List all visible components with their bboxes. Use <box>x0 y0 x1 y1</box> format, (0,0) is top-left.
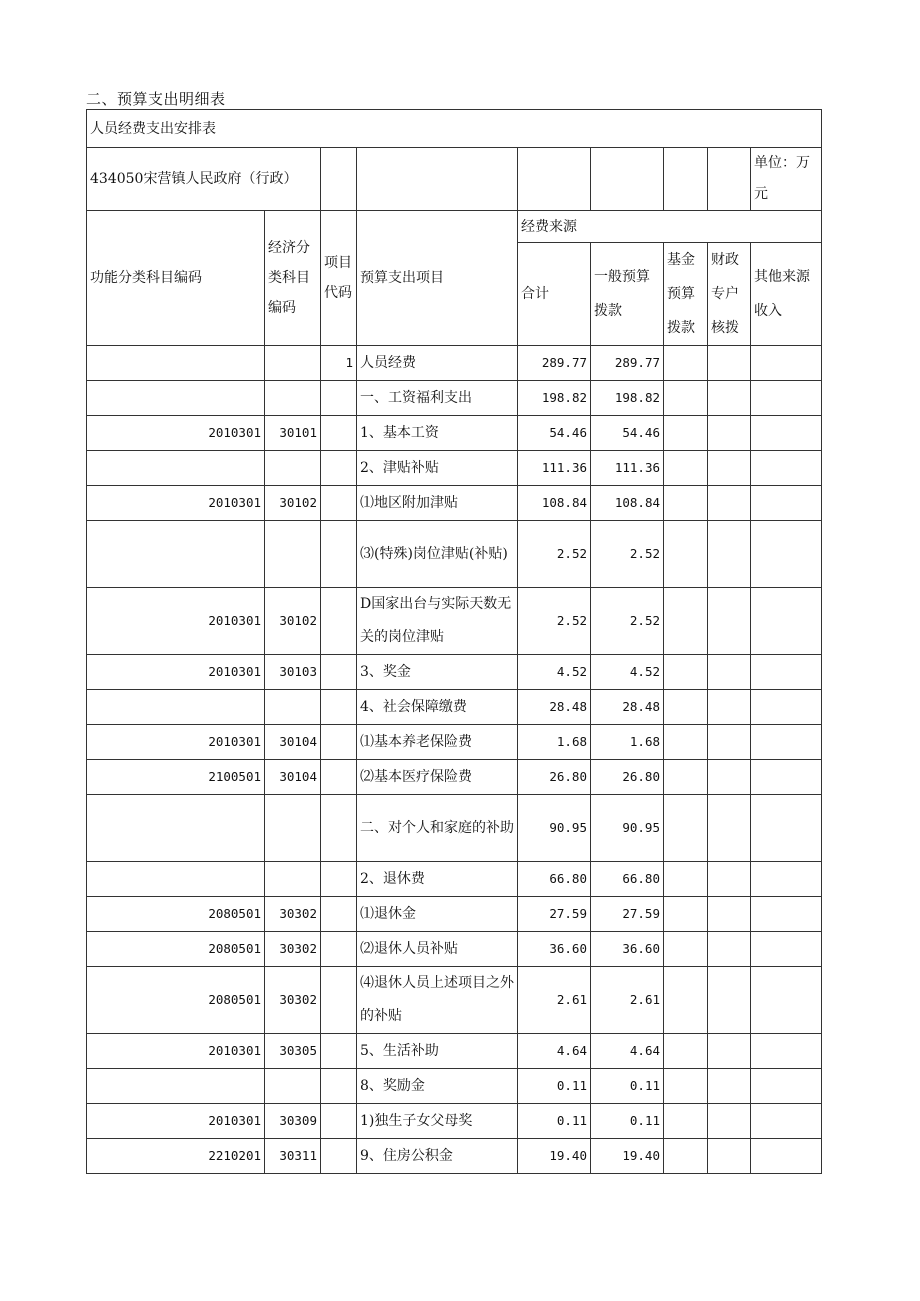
other-cell <box>751 932 822 967</box>
econ-code-cell: 30104 <box>265 760 321 795</box>
total-cell: 28.48 <box>518 690 591 725</box>
general-cell: 0.11 <box>591 1104 664 1139</box>
finance-cell <box>708 1034 751 1069</box>
item-code-cell <box>321 1069 357 1104</box>
finance-cell <box>708 1139 751 1174</box>
general-cell: 66.80 <box>591 862 664 897</box>
econ-code-cell: 30302 <box>265 897 321 932</box>
fund-cell <box>664 1104 708 1139</box>
empty-cell <box>357 148 518 211</box>
item-code-cell <box>321 381 357 416</box>
func-code-cell <box>87 451 265 486</box>
item-name-cell: ⑴退休金 <box>357 897 518 932</box>
item-name-cell: 一、工资福利支出 <box>357 381 518 416</box>
total-cell: 108.84 <box>518 486 591 521</box>
item-name-cell: 人员经费 <box>357 346 518 381</box>
total-cell: 1.68 <box>518 725 591 760</box>
econ-code-cell <box>265 346 321 381</box>
finance-cell <box>708 932 751 967</box>
table-title: 人员经费支出安排表 <box>87 110 822 148</box>
func-code-cell <box>87 795 265 862</box>
econ-code-cell <box>265 521 321 588</box>
item-code-cell <box>321 416 357 451</box>
general-cell: 26.80 <box>591 760 664 795</box>
item-code-cell <box>321 588 357 655</box>
header-source-group: 经费来源 <box>518 211 822 243</box>
econ-code-cell: 30102 <box>265 486 321 521</box>
general-cell: 2.52 <box>591 521 664 588</box>
item-name-cell: ⑴地区附加津贴 <box>357 486 518 521</box>
item-code-cell <box>321 655 357 690</box>
item-code-cell <box>321 760 357 795</box>
item-name-cell: 9、住房公积金 <box>357 1139 518 1174</box>
fund-cell <box>664 967 708 1034</box>
other-cell <box>751 1069 822 1104</box>
item-name-cell: ⑶(特殊)岗位津贴(补贴) <box>357 521 518 588</box>
finance-cell <box>708 381 751 416</box>
empty-cell <box>591 148 664 211</box>
table-row <box>87 690 822 725</box>
econ-code-cell <box>265 795 321 862</box>
item-code-cell <box>321 725 357 760</box>
other-cell <box>751 521 822 588</box>
func-code-cell: 2010301 <box>87 1034 265 1069</box>
header-fund: 基金预算拨款 <box>664 243 708 346</box>
total-cell: 2.61 <box>518 967 591 1034</box>
item-name-cell: 2、退休费 <box>357 862 518 897</box>
item-code-cell <box>321 521 357 588</box>
fund-cell <box>664 795 708 862</box>
finance-cell <box>708 655 751 690</box>
func-code-cell <box>87 1069 265 1104</box>
other-cell <box>751 416 822 451</box>
general-cell: 54.46 <box>591 416 664 451</box>
finance-cell <box>708 795 751 862</box>
func-code-cell: 2080501 <box>87 932 265 967</box>
total-cell: 0.11 <box>518 1069 591 1104</box>
table-row <box>87 862 822 897</box>
table-title-row <box>87 110 822 148</box>
fund-cell <box>664 451 708 486</box>
fund-cell <box>664 862 708 897</box>
table-row <box>87 932 822 967</box>
econ-code-cell: 30309 <box>265 1104 321 1139</box>
fund-cell <box>664 690 708 725</box>
other-cell <box>751 1139 822 1174</box>
fund-cell <box>664 1069 708 1104</box>
item-code-cell <box>321 690 357 725</box>
fund-cell <box>664 381 708 416</box>
fund-cell <box>664 725 708 760</box>
table-row <box>87 725 822 760</box>
total-cell: 26.80 <box>518 760 591 795</box>
other-cell <box>751 862 822 897</box>
total-cell: 36.60 <box>518 932 591 967</box>
other-cell <box>751 588 822 655</box>
item-name-cell: 二、对个人和家庭的补助 <box>357 795 518 862</box>
item-code-cell <box>321 795 357 862</box>
header-item-name: 预算支出项目 <box>357 211 518 346</box>
table-row <box>87 521 822 588</box>
total-cell: 19.40 <box>518 1139 591 1174</box>
fund-cell <box>664 346 708 381</box>
general-cell: 4.64 <box>591 1034 664 1069</box>
item-code-cell <box>321 897 357 932</box>
item-name-cell: ⑵基本医疗保险费 <box>357 760 518 795</box>
fund-cell <box>664 1034 708 1069</box>
total-cell: 2.52 <box>518 588 591 655</box>
general-cell: 111.36 <box>591 451 664 486</box>
item-name-cell: 2、津贴补贴 <box>357 451 518 486</box>
finance-cell <box>708 416 751 451</box>
item-code-cell <box>321 1034 357 1069</box>
header-row-1 <box>87 211 822 243</box>
general-cell: 90.95 <box>591 795 664 862</box>
econ-code-cell <box>265 381 321 416</box>
total-cell: 111.36 <box>518 451 591 486</box>
other-cell <box>751 346 822 381</box>
finance-cell <box>708 1104 751 1139</box>
econ-code-cell: 30302 <box>265 967 321 1034</box>
item-code-cell <box>321 967 357 1034</box>
table-row <box>87 967 822 1034</box>
fund-cell <box>664 486 708 521</box>
other-cell <box>751 1104 822 1139</box>
other-cell <box>751 795 822 862</box>
finance-cell <box>708 588 751 655</box>
finance-cell <box>708 897 751 932</box>
total-cell: 4.64 <box>518 1034 591 1069</box>
econ-code-cell <box>265 451 321 486</box>
func-code-cell: 2010301 <box>87 655 265 690</box>
table-row <box>87 451 822 486</box>
general-cell: 2.61 <box>591 967 664 1034</box>
other-cell <box>751 451 822 486</box>
table-row <box>87 897 822 932</box>
econ-code-cell <box>265 690 321 725</box>
func-code-cell: 2010301 <box>87 725 265 760</box>
header-item-code: 项目代码 <box>321 211 357 346</box>
general-cell: 0.11 <box>591 1069 664 1104</box>
item-name-cell: 8、奖励金 <box>357 1069 518 1104</box>
unit-label: 单位：万元 <box>751 148 822 211</box>
item-name-cell: D国家出台与实际天数无关的岗位津贴 <box>357 588 518 655</box>
item-name-cell: ⑷退休人员上述项目之外的补贴 <box>357 967 518 1034</box>
other-cell <box>751 486 822 521</box>
func-code-cell: 2100501 <box>87 760 265 795</box>
func-code-cell <box>87 346 265 381</box>
other-cell <box>751 760 822 795</box>
other-cell <box>751 655 822 690</box>
func-code-cell <box>87 381 265 416</box>
item-code-cell <box>321 486 357 521</box>
header-other: 其他来源收入 <box>751 243 822 346</box>
finance-cell <box>708 862 751 897</box>
table-row <box>87 381 822 416</box>
general-cell: 28.48 <box>591 690 664 725</box>
item-code-cell <box>321 1104 357 1139</box>
table-row <box>87 416 822 451</box>
total-cell: 90.95 <box>518 795 591 862</box>
total-cell: 27.59 <box>518 897 591 932</box>
finance-cell <box>708 451 751 486</box>
finance-cell <box>708 760 751 795</box>
econ-code-cell: 30305 <box>265 1034 321 1069</box>
total-cell: 0.11 <box>518 1104 591 1139</box>
table-row <box>87 655 822 690</box>
total-cell: 289.77 <box>518 346 591 381</box>
other-cell <box>751 381 822 416</box>
econ-code-cell: 30102 <box>265 588 321 655</box>
item-name-cell: 5、生活补助 <box>357 1034 518 1069</box>
func-code-cell: 2210201 <box>87 1139 265 1174</box>
finance-cell <box>708 486 751 521</box>
fund-cell <box>664 1139 708 1174</box>
fund-cell <box>664 760 708 795</box>
other-cell <box>751 690 822 725</box>
table-row <box>87 760 822 795</box>
header-general: 一般预算拨款 <box>591 243 664 346</box>
item-name-cell: 1、基本工资 <box>357 416 518 451</box>
func-code-cell <box>87 521 265 588</box>
header-total: 合计 <box>518 243 591 346</box>
func-code-cell <box>87 862 265 897</box>
item-code-cell <box>321 451 357 486</box>
general-cell: 19.40 <box>591 1139 664 1174</box>
table-row <box>87 1139 822 1174</box>
page-heading: 二、预算支出明细表 <box>86 90 226 108</box>
fund-cell <box>664 897 708 932</box>
table-row <box>87 1034 822 1069</box>
item-code-cell <box>321 862 357 897</box>
finance-cell <box>708 521 751 588</box>
finance-cell <box>708 967 751 1034</box>
func-code-cell <box>87 690 265 725</box>
func-code-cell: 2010301 <box>87 588 265 655</box>
fund-cell <box>664 655 708 690</box>
general-cell: 198.82 <box>591 381 664 416</box>
item-name-cell: 4、社会保障缴费 <box>357 690 518 725</box>
general-cell: 1.68 <box>591 725 664 760</box>
table-row <box>87 1104 822 1139</box>
item-code-cell <box>321 932 357 967</box>
fund-cell <box>664 521 708 588</box>
header-finance: 财政专户核拨 <box>708 243 751 346</box>
table-row <box>87 795 822 862</box>
item-name-cell: ⑴基本养老保险费 <box>357 725 518 760</box>
econ-code-cell: 30104 <box>265 725 321 760</box>
finance-cell <box>708 346 751 381</box>
fund-cell <box>664 416 708 451</box>
unit-row <box>87 148 822 211</box>
other-cell <box>751 725 822 760</box>
empty-cell <box>518 148 591 211</box>
other-cell <box>751 897 822 932</box>
econ-code-cell <box>265 1069 321 1104</box>
total-cell: 2.52 <box>518 521 591 588</box>
func-code-cell: 2010301 <box>87 486 265 521</box>
empty-cell <box>664 148 708 211</box>
econ-code-cell: 30101 <box>265 416 321 451</box>
table-row <box>87 1069 822 1104</box>
table-row <box>87 346 822 381</box>
table-row <box>87 588 822 655</box>
func-code-cell: 2080501 <box>87 967 265 1034</box>
table-row <box>87 486 822 521</box>
general-cell: 27.59 <box>591 897 664 932</box>
finance-cell <box>708 690 751 725</box>
empty-cell <box>708 148 751 211</box>
total-cell: 198.82 <box>518 381 591 416</box>
personnel-expense-table <box>86 109 822 1174</box>
general-cell: 108.84 <box>591 486 664 521</box>
func-code-cell: 2010301 <box>87 416 265 451</box>
organization-name: 434050宋营镇人民政府（行政） <box>87 148 321 211</box>
header-econ-code: 经济分类科目编码 <box>265 211 321 346</box>
general-cell: 36.60 <box>591 932 664 967</box>
item-name-cell: ⑵退休人员补贴 <box>357 932 518 967</box>
item-name-cell: 1)独生子女父母奖 <box>357 1104 518 1139</box>
total-cell: 54.46 <box>518 416 591 451</box>
general-cell: 289.77 <box>591 346 664 381</box>
general-cell: 4.52 <box>591 655 664 690</box>
other-cell <box>751 1034 822 1069</box>
finance-cell <box>708 1069 751 1104</box>
total-cell: 66.80 <box>518 862 591 897</box>
total-cell: 4.52 <box>518 655 591 690</box>
econ-code-cell <box>265 862 321 897</box>
econ-code-cell: 30302 <box>265 932 321 967</box>
econ-code-cell: 30311 <box>265 1139 321 1174</box>
func-code-cell: 2080501 <box>87 897 265 932</box>
general-cell: 2.52 <box>591 588 664 655</box>
finance-cell <box>708 725 751 760</box>
other-cell <box>751 967 822 1034</box>
econ-code-cell: 30103 <box>265 655 321 690</box>
item-code-cell <box>321 1139 357 1174</box>
func-code-cell: 2010301 <box>87 1104 265 1139</box>
item-name-cell: 3、奖金 <box>357 655 518 690</box>
fund-cell <box>664 588 708 655</box>
empty-cell <box>321 148 357 211</box>
fund-cell <box>664 932 708 967</box>
item-code-cell: 1 <box>321 346 357 381</box>
header-func-code: 功能分类科目编码 <box>87 211 265 346</box>
